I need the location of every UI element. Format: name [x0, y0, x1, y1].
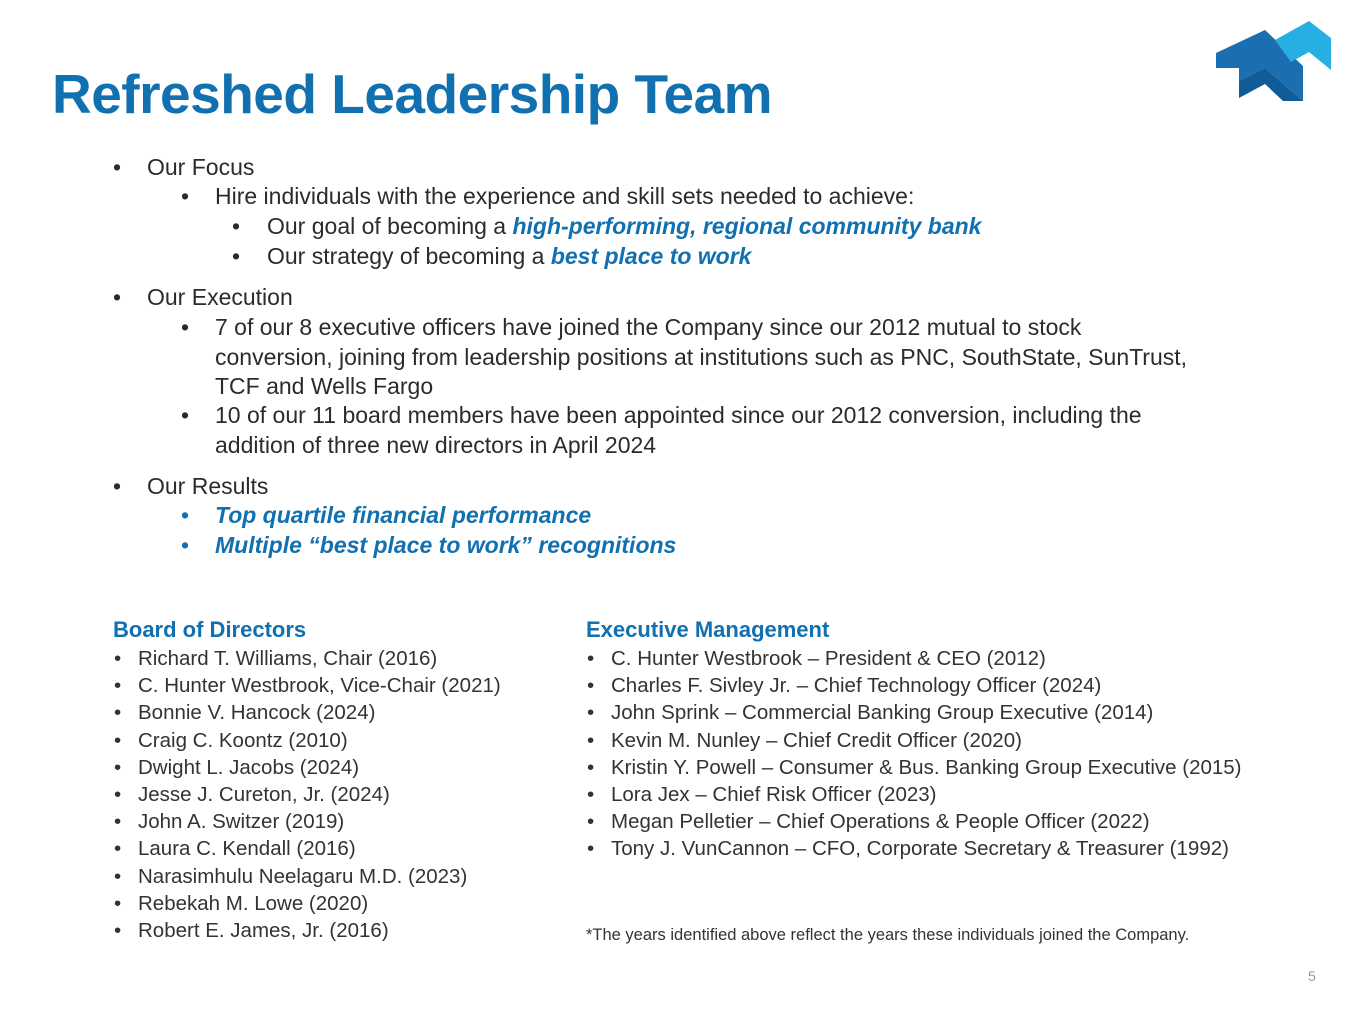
list-item: • John Sprink – Commercial Banking Group Executive (2014)	[586, 699, 1242, 726]
list-item: • Kevin M. Nunley – Chief Credit Officer (2020)	[586, 727, 1242, 754]
company-logo-icon	[1213, 18, 1333, 106]
list-item: • Dwight L. Jacobs (2024)	[113, 754, 501, 781]
strategy-emphasis: best place to work	[550, 243, 752, 269]
page-title: Refreshed Leadership Team	[52, 63, 773, 125]
page-number: 5	[1308, 968, 1316, 984]
list-item: • John A. Switzer (2019)	[113, 808, 501, 835]
bullet-marker: •	[181, 402, 190, 428]
list-item: • Megan Pelletier – Chief Operations & People Officer (2022)	[586, 808, 1242, 835]
list-item: • Rebekah M. Lowe (2020)	[113, 890, 501, 917]
board-heading: Board of Directors	[113, 617, 307, 642]
execution-item-board-line: 10 of our 11 board members have been appointed since our 2012 conversion, including the	[215, 402, 1142, 428]
results-item-text: Multiple “best place to work” recognitions	[215, 532, 677, 558]
list-item: • Richard T. Williams, Chair (2016)	[113, 645, 501, 672]
bullet-marker: •	[181, 314, 190, 340]
list-item: • Kristin Y. Powell – Consumer & Bus. Banking Group Executive (2015)	[586, 754, 1242, 781]
bullet-marker: •	[113, 284, 122, 310]
list-item: • Robert E. James, Jr. (2016)	[113, 917, 501, 944]
focus-heading: Our Focus	[147, 154, 255, 180]
bullet-marker: •	[232, 213, 241, 239]
list-item: • Narasimhulu Neelagaru M.D. (2023)	[113, 863, 501, 890]
execution-heading: Our Execution	[147, 284, 293, 310]
focus-sub-text: Hire individuals with the experience and skill sets needed to achieve:	[215, 183, 915, 209]
list-item: • C. Hunter Westbrook, Vice-Chair (2021)	[113, 672, 501, 699]
footnote: *The years identified above reflect the years these individuals joined the Company.	[586, 926, 1190, 944]
execution-item-officers-line: conversion, joining from leadership positions at institutions such as PNC, SouthState, SunTrust,	[215, 343, 1188, 370]
list-item: • Craig C. Koontz (2010)	[113, 727, 501, 754]
results-heading: Our Results	[147, 473, 269, 499]
execution-item-officers-line: 7 of our 8 executive officers have joined the Company since our 2012 mutual to stock	[215, 314, 1082, 340]
list-item: • Jesse J. Cureton, Jr. (2024)	[113, 781, 501, 808]
bullet-marker: •	[113, 473, 122, 499]
execution-item-board-line: addition of three new directors in April 2024	[215, 431, 657, 458]
executive-list	[586, 645, 1242, 863]
bullet-marker: •	[181, 183, 190, 209]
list-item: • Bonnie V. Hancock (2024)	[113, 699, 501, 726]
list-item: • Laura C. Kendall (2016)	[113, 835, 501, 862]
bullet-marker: •	[181, 532, 190, 558]
list-item: • C. Hunter Westbrook – President & CEO (2012)	[586, 645, 1242, 672]
board-list	[113, 645, 501, 944]
results-item-text: Top quartile financial performance	[215, 502, 592, 528]
strategy-prefix: Our strategy of becoming a	[267, 243, 551, 269]
executive-heading: Executive Management	[586, 617, 830, 642]
list-item: • Lora Jex – Chief Risk Officer (2023)	[586, 781, 1242, 808]
bullet-marker: •	[113, 154, 122, 180]
bullet-marker: •	[232, 243, 241, 269]
list-item: • Charles F. Sivley Jr. – Chief Technology Officer (2024)	[586, 672, 1242, 699]
goal-emphasis: high-performing, regional community bank	[512, 213, 982, 239]
bullet-marker: •	[181, 502, 190, 528]
execution-item-officers-line: TCF and Wells Fargo	[215, 373, 434, 399]
goal-prefix: Our goal of becoming a	[267, 213, 513, 239]
list-item: • Tony J. VunCannon – CFO, Corporate Secretary & Treasurer (1992)	[586, 835, 1242, 862]
